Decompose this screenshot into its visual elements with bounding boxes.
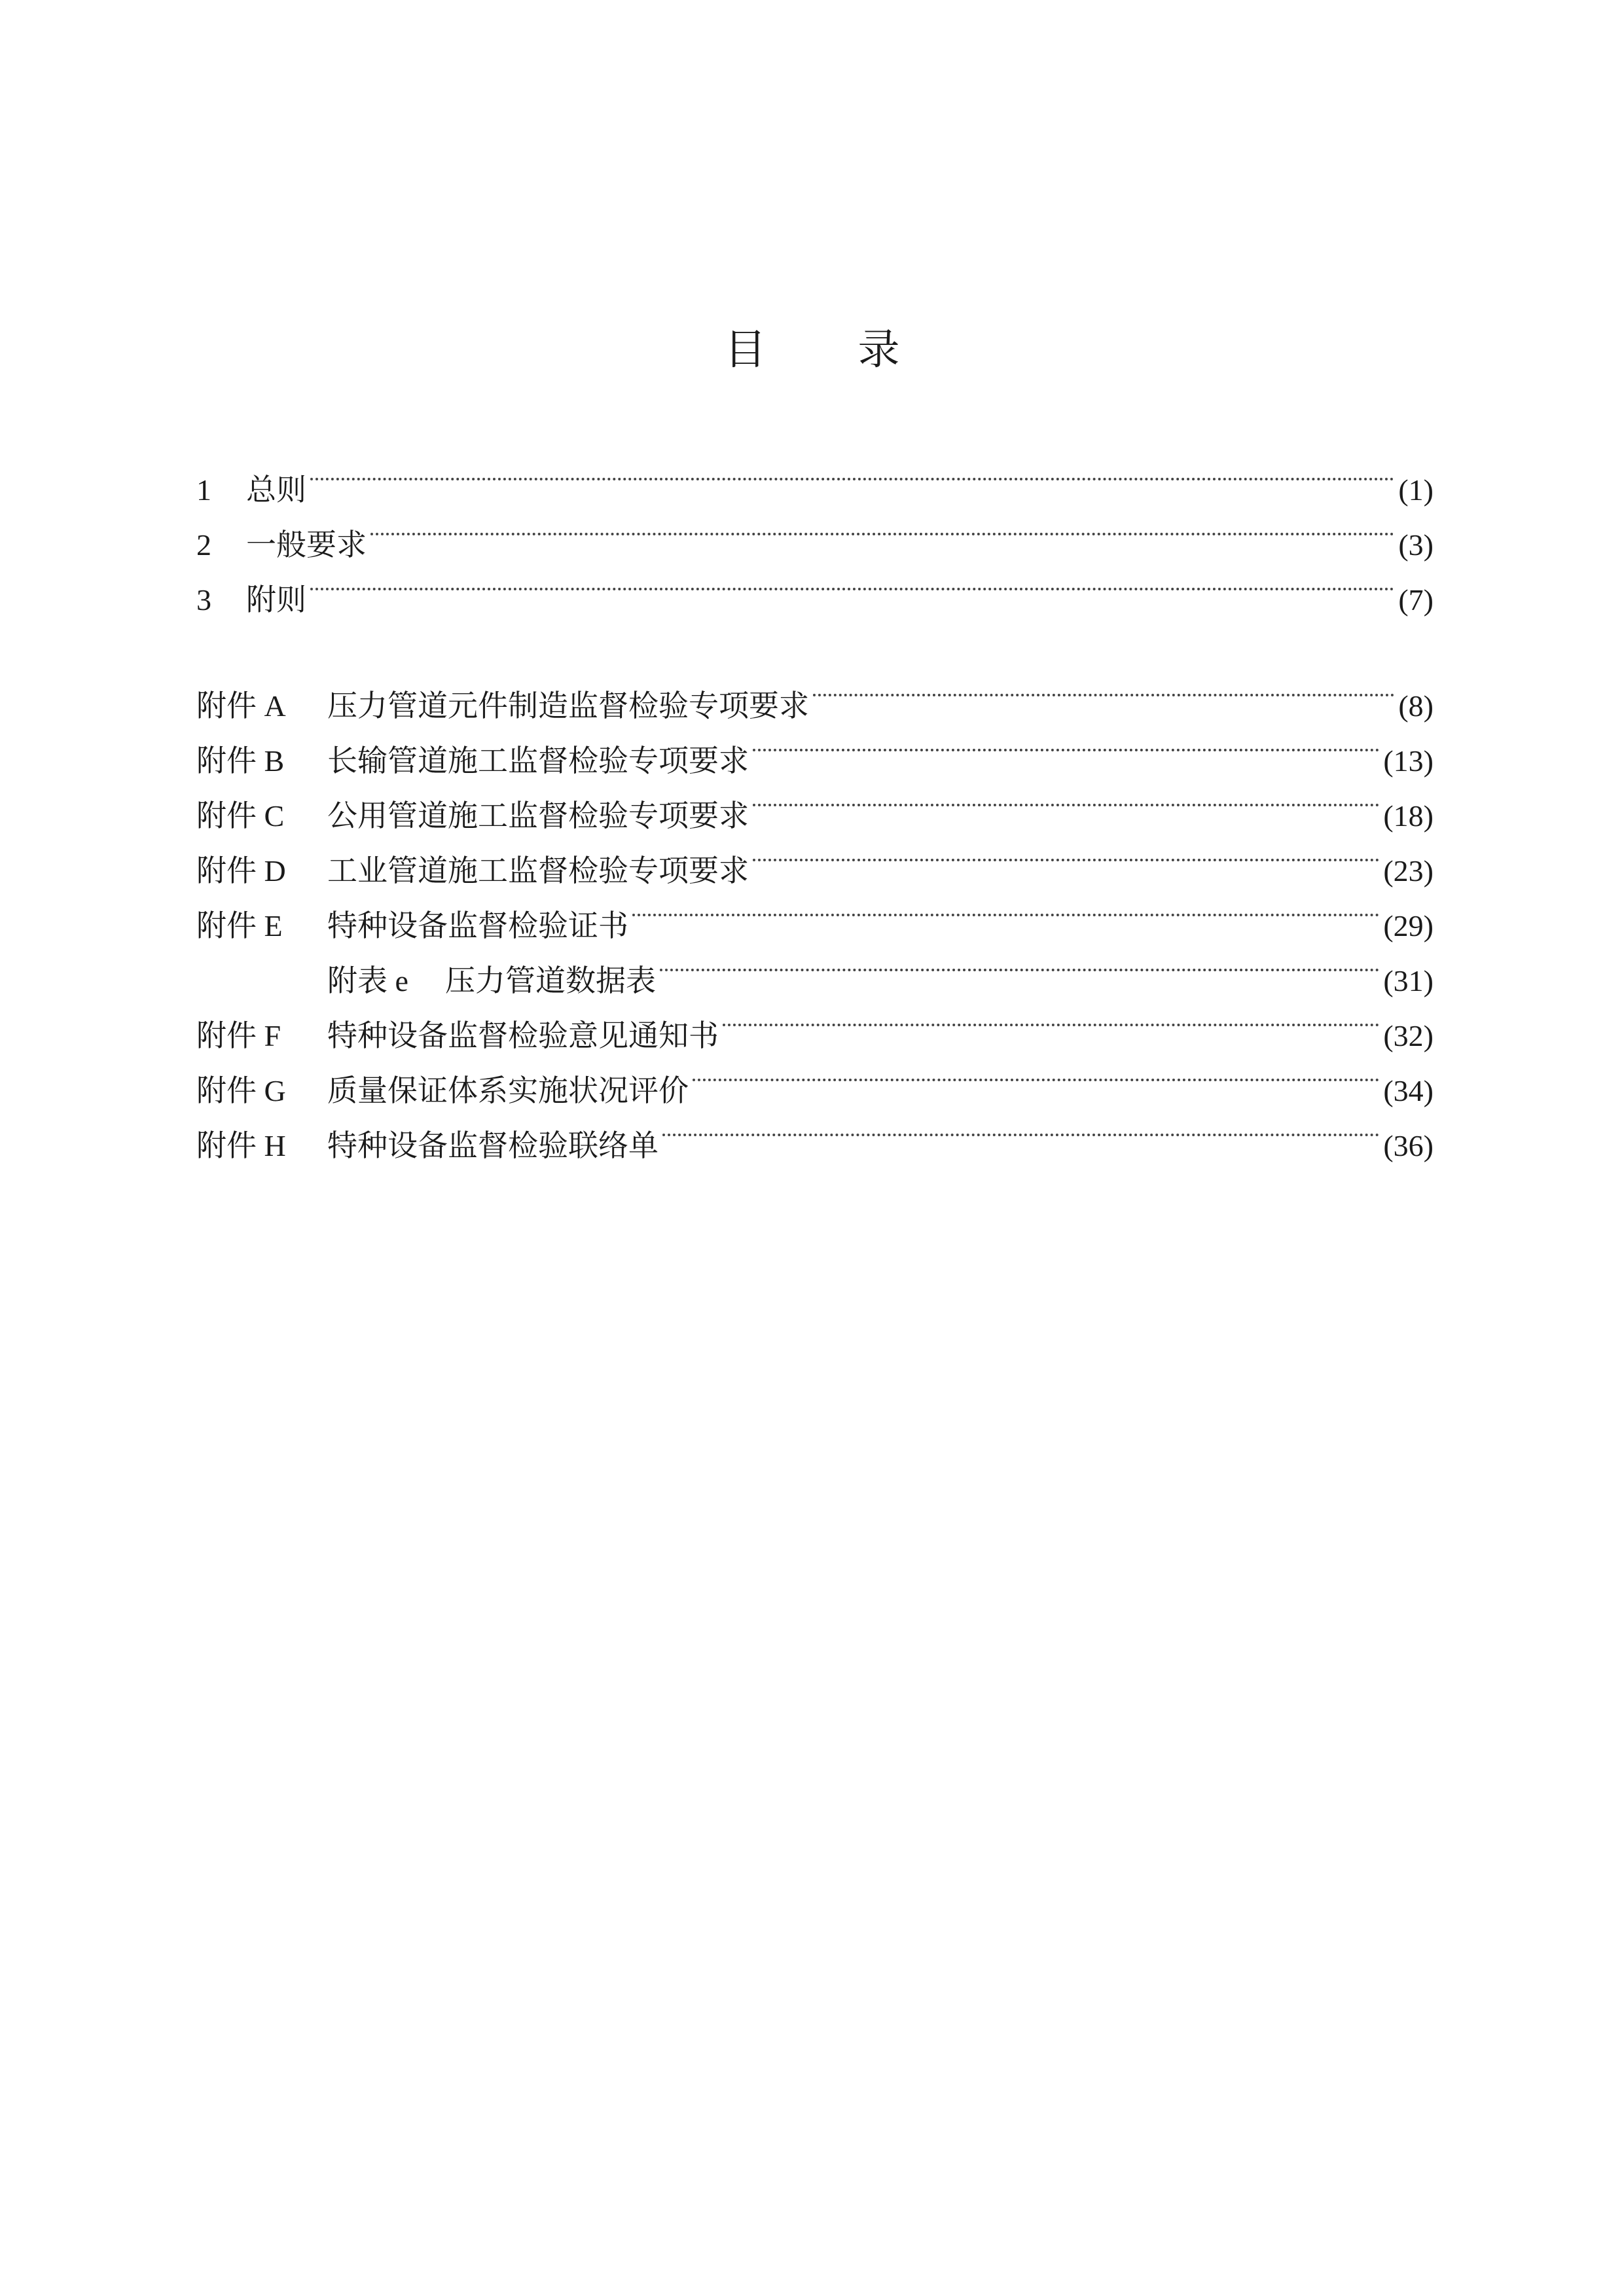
toc-entry-number: 附件 F <box>196 1019 281 1052</box>
toc-entry-number: 2 <box>196 528 211 562</box>
toc-leader-dots <box>310 555 1394 610</box>
toc-entry-number: 附件 G <box>196 1074 286 1107</box>
toc-entry-page: (7) <box>1398 583 1434 617</box>
toc-entry-title: 公用管道施工监督检验专项要求 <box>327 798 749 833</box>
toc-entry-number: 附件 D <box>196 854 286 888</box>
toc-entry-title: 长输管道施工监督检验专项要求 <box>327 743 749 778</box>
toc-main-list <box>196 445 1434 617</box>
title-char-2: 录 <box>857 326 900 374</box>
toc-entry-number: 附件 B <box>196 744 285 778</box>
toc-entry-title: 特种设备监督检验证书 <box>327 908 628 943</box>
toc-entry-title: 总则 <box>246 472 306 507</box>
toc-entry-number: 3 <box>196 583 211 617</box>
toc-entry-title: 压力管道数据表 <box>445 963 656 998</box>
toc-entry-page: (34) <box>1383 1074 1434 1107</box>
toc-leader-dots <box>753 771 1379 826</box>
toc-entry-number: 附件 C <box>196 799 285 833</box>
toc-sub-entry-label: 附表 e <box>327 964 408 997</box>
toc-entry-title: 质量保证体系实施状况评价 <box>327 1073 689 1108</box>
toc-leader-dots <box>723 991 1379 1046</box>
toc-entry-page: (32) <box>1383 1019 1434 1052</box>
toc-entry-title: 工业管道施工监督检验专项要求 <box>327 853 749 888</box>
toc-entry-title: 附则 <box>246 582 306 617</box>
toc-entry-title: 特种设备监督检验意见通知书 <box>327 1018 719 1053</box>
toc-appendix-entry[interactable] <box>196 661 1434 723</box>
toc-entry-page: (1) <box>1398 473 1434 507</box>
toc-entry-page: (31) <box>1383 964 1434 997</box>
toc-leader-dots <box>310 445 1394 500</box>
toc-entry-page: (36) <box>1383 1129 1434 1162</box>
toc-entry[interactable] <box>196 500 1434 562</box>
toc-entry[interactable] <box>196 445 1434 507</box>
toc-leader-dots <box>662 1101 1379 1156</box>
toc-leader-dots <box>753 826 1379 881</box>
toc-appendix-list <box>196 661 1434 1163</box>
toc-entry[interactable] <box>196 555 1434 617</box>
toc-leader-dots <box>660 936 1379 991</box>
toc-leader-dots <box>632 881 1379 936</box>
toc-entry-title: 特种设备监督检验联络单 <box>327 1128 659 1163</box>
page-title <box>0 321 1624 380</box>
toc-entry-page: (3) <box>1398 528 1434 562</box>
toc-entry-number: 附件 E <box>196 909 283 942</box>
toc-leader-dots <box>753 716 1379 771</box>
toc-entry-number: 附件 H <box>196 1129 286 1162</box>
toc-leader-dots <box>813 661 1394 716</box>
toc-entry-page: (29) <box>1383 909 1434 942</box>
toc-entry-page: (18) <box>1383 799 1434 833</box>
toc-entry-page: (8) <box>1398 689 1434 723</box>
title-char-1: 目 <box>724 326 767 374</box>
toc-entry-number: 1 <box>196 473 211 507</box>
toc-entry-page: (23) <box>1383 854 1434 888</box>
toc-entry-title: 一般要求 <box>246 527 367 562</box>
toc-leader-dots <box>370 500 1394 555</box>
toc-entry-page: (13) <box>1383 744 1434 778</box>
toc-entry-number: 附件 A <box>196 689 286 723</box>
toc-leader-dots <box>693 1046 1379 1101</box>
toc-entry-title: 压力管道元件制造监督检验专项要求 <box>327 688 809 723</box>
